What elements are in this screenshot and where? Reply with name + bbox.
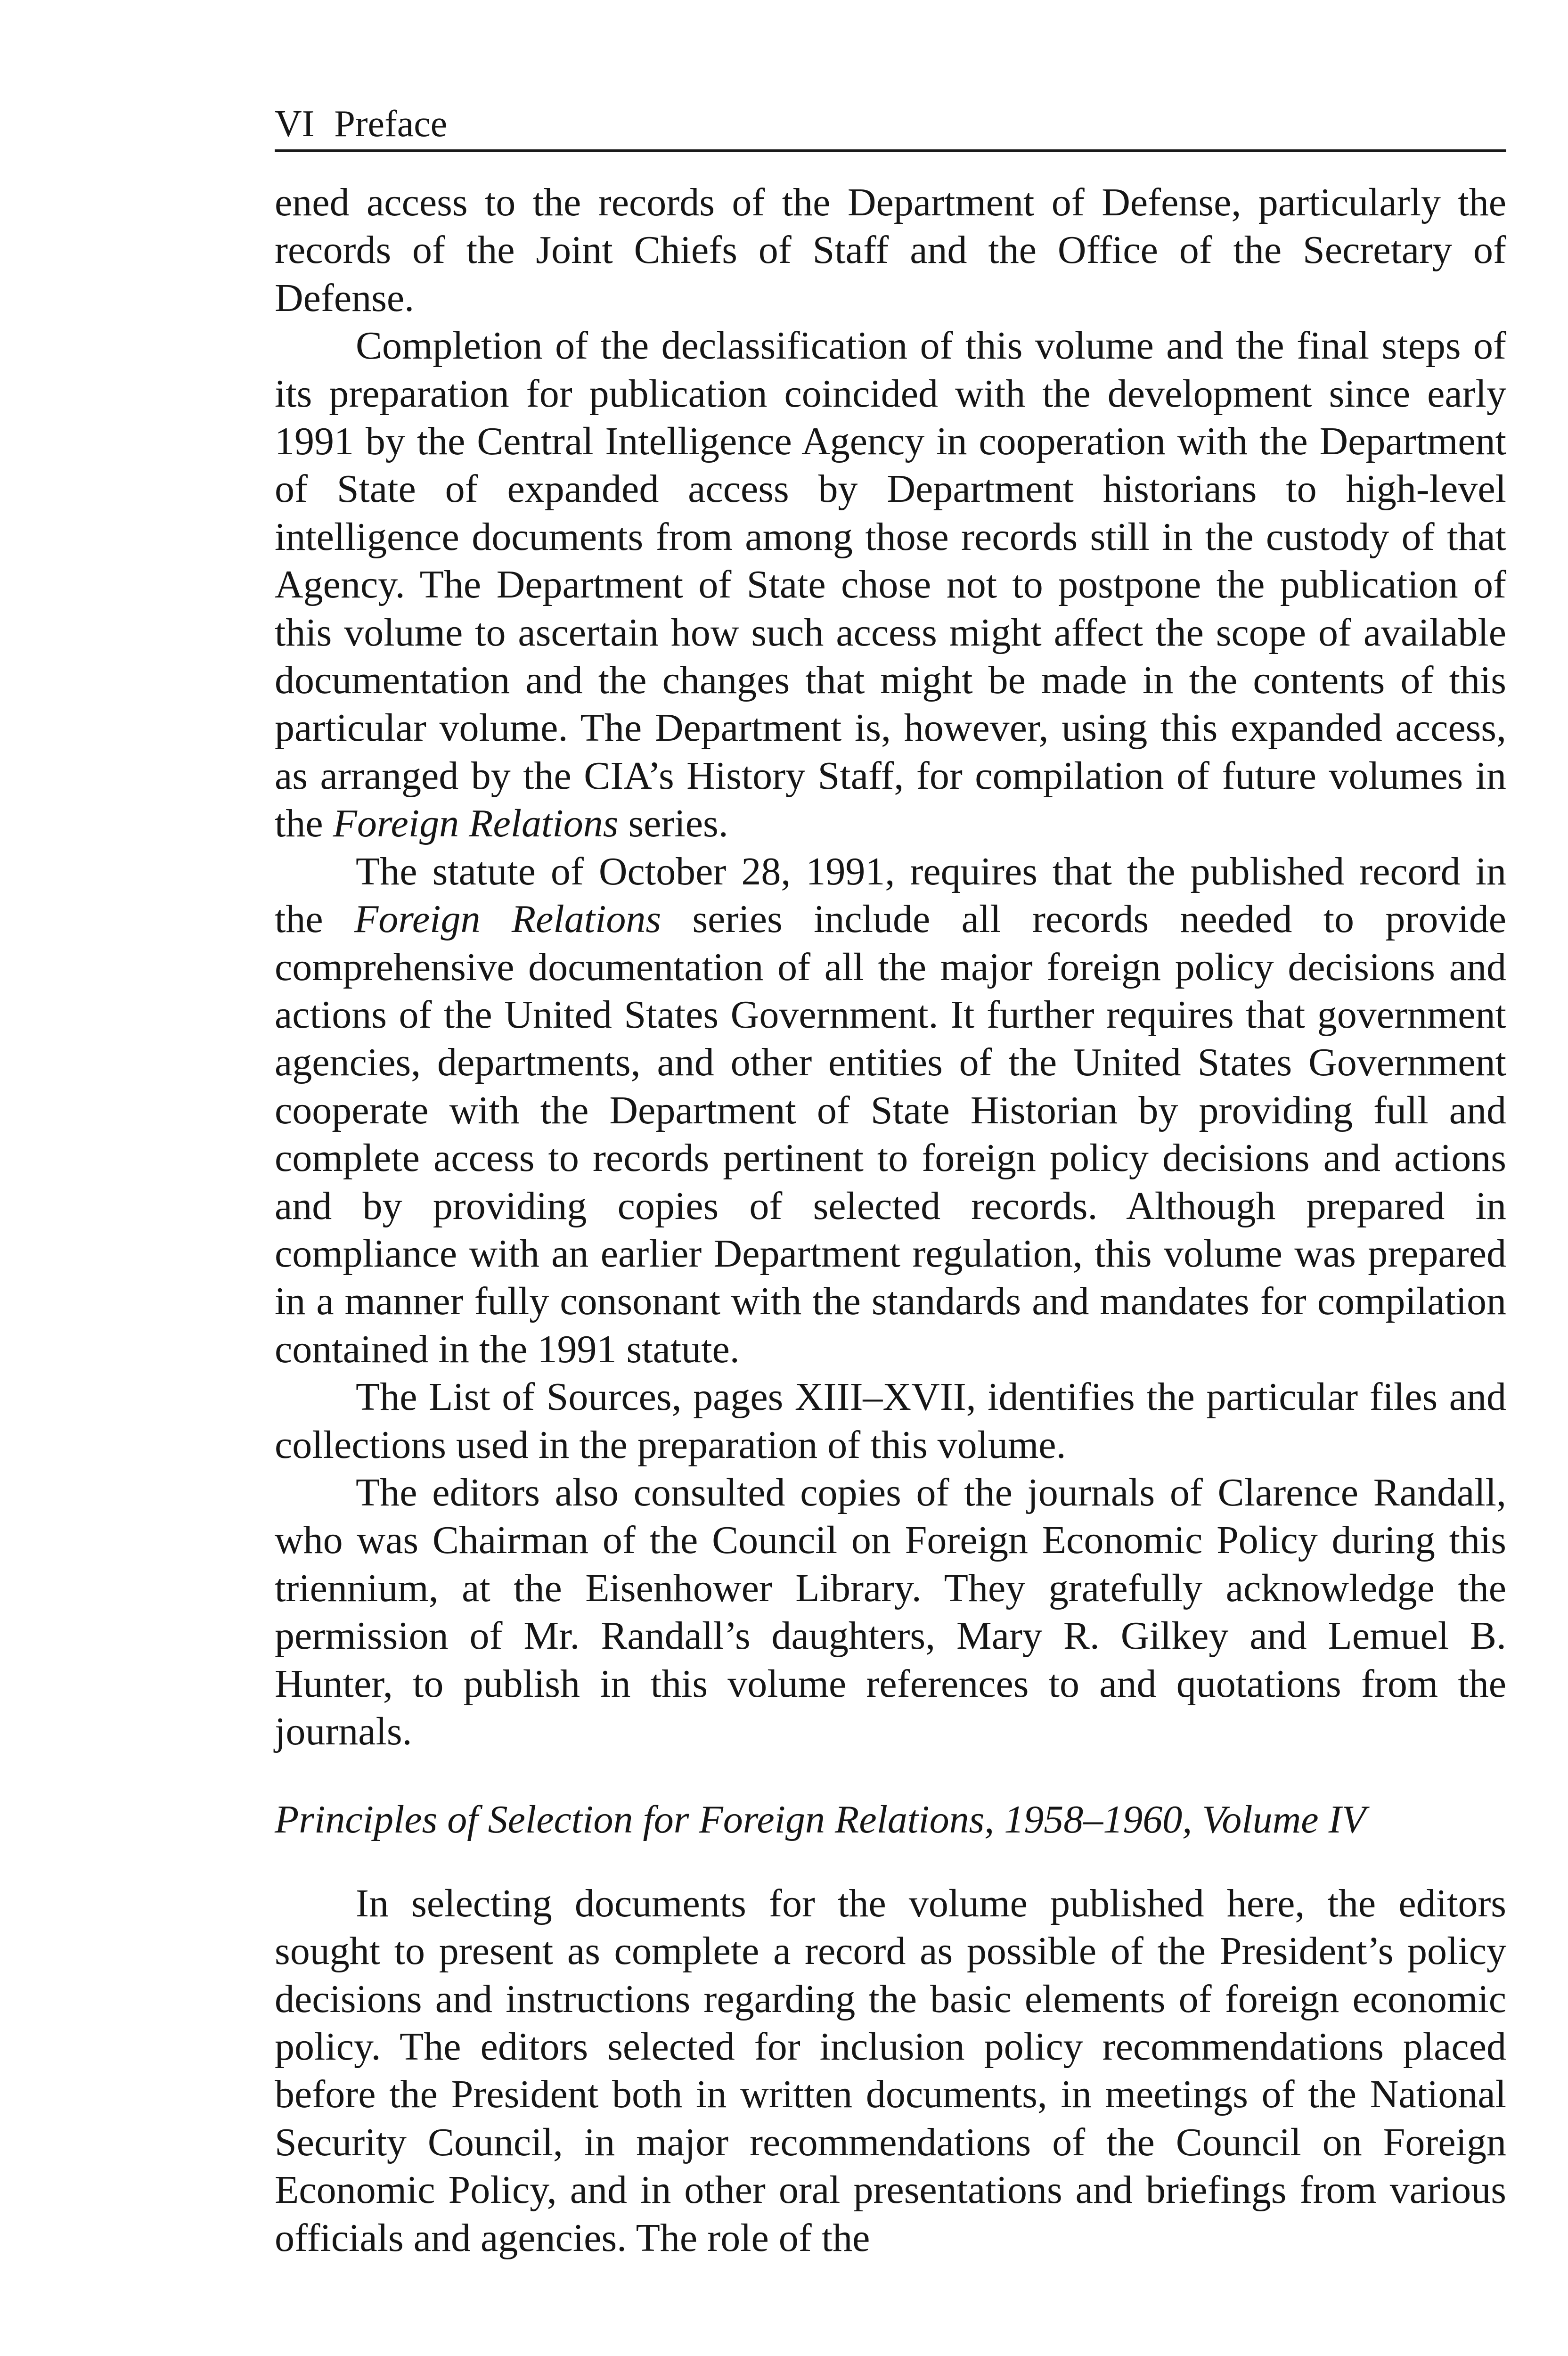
section-heading: Principles of Selection for Foreign Relations, 1958–1960, Volume IV <box>275 1798 1366 1842</box>
series-title: Foreign Relations <box>333 802 619 846</box>
text-run: In selecting documents for the volume published here, the editors sought to present as complete a record as possible of the President’s policy decisions and instructions regarding the basic elements of foreign economic policy. The editors selected for inclusion policy recommendations placed before the President both in written documents, in meetings of the National Security Council, in major recommendations of the Council on Foreign Economic Policy, and in other oral presentations and briefings from various officials and agencies. The role of the <box>275 1881 1506 2260</box>
paragraph-statute <box>275 848 1506 1373</box>
paragraph-selection <box>275 1880 1506 2262</box>
text-run: The List of Sources, pages XIII–XVII, identifies the particular files and collections used in the preparation of this volume. <box>275 1375 1506 1467</box>
paragraph-continued <box>275 179 1506 322</box>
text-run: The statute of October 28, 1991, requires that the published record in the <box>275 849 1506 941</box>
running-title: Preface <box>334 103 448 145</box>
text-run: ened access to the records of the Department of Defense, particularly the records of the Joint Chiefs of Staff and the Office of the Secretary of Defense. <box>275 180 1506 320</box>
book-page <box>275 101 1506 2262</box>
text-run: series. <box>618 802 728 846</box>
running-head <box>275 101 1506 152</box>
series-title: Foreign Relations <box>354 897 662 941</box>
paragraph-list-of-sources <box>275 1373 1506 1469</box>
body-text <box>275 179 1506 2262</box>
paragraph-declassification <box>275 322 1506 847</box>
page-number: VI <box>275 103 315 145</box>
text-run: series include all records needed to provide comprehensive documentation of all the major foreign policy decisions and actions of the United States Government. It further requires that government agencies, departments, and other entities of the United States Government cooperate with the Department of State Historian by providing full and complete access to records pertinent to foreign policy decisions and actions and by providing copies of selected records. Although prepared in compliance with an earlier Department regulation, this volume was prepared in a manner fully consonant with the standards and mandates for compilation contained in the 1991 statute. <box>275 897 1506 1371</box>
text-run: Completion of the declassification of this volume and the final steps of its preparation for publication coincided with the development since early 1991 by the Central Intelligence Agency in cooperation with the Department of State of expanded access by Department historians to high-level intelligence documents from among those records still in the custody of that Agency. The Department of State chose not to postpone the publication of this volume to ascertain how such access might affect the scope of available documentation and the changes that might be made in the contents of this particular volume. The Department is, however, using this expanded access, as arranged by the CIA’s History Staff, for compilation of future volumes in the <box>275 324 1506 846</box>
text-run: The editors also consulted copies of the journals of Clarence Randall, who was Chairman of the Council on Foreign Economic Policy during this triennium, at the Eisenhower Library. They gratefully acknowledge the permission of Mr. Randall’s daughters, Mary R. Gilkey and Lemuel B. Hunter, to publish in this volume references to and quotations from the journals. <box>275 1470 1506 1753</box>
paragraph-randall-journals <box>275 1469 1506 1755</box>
